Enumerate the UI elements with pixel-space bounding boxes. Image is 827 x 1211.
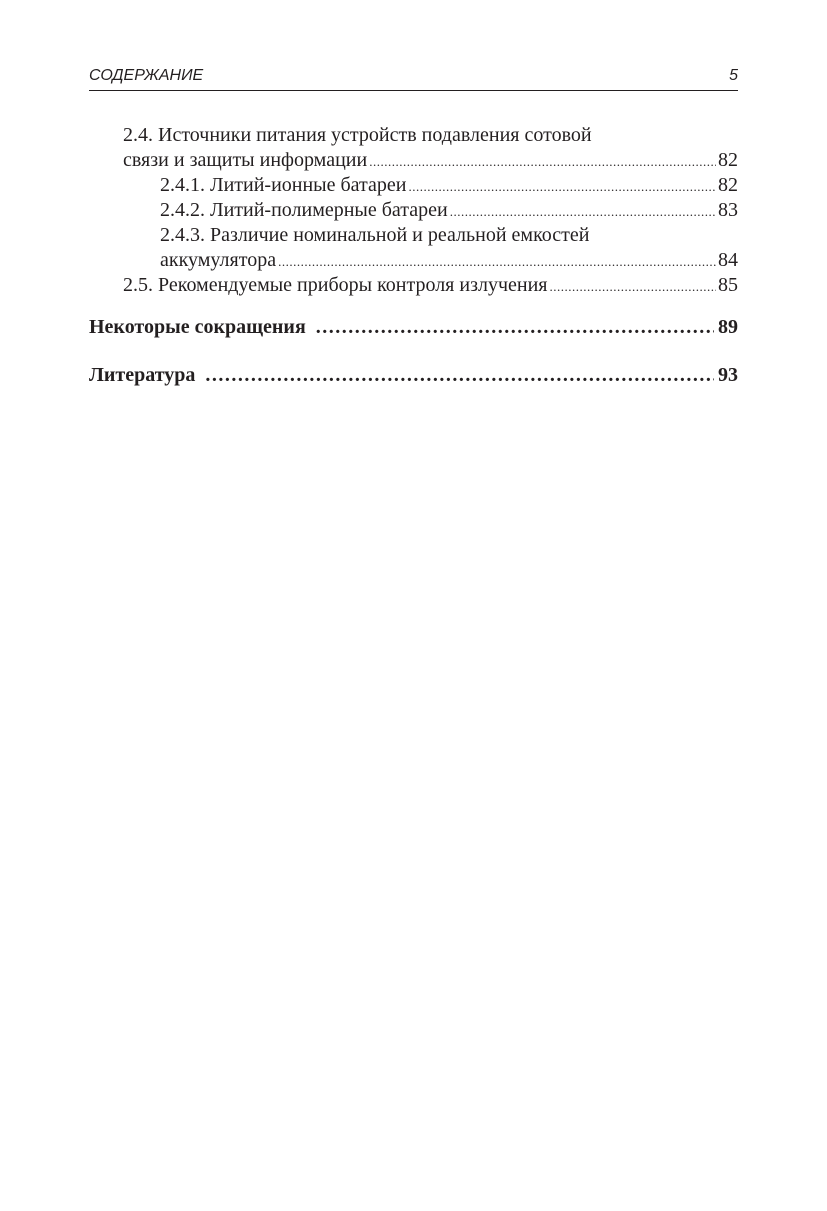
toc-entry-line [160,248,738,273]
toc-entry-title: Некоторые сокращения [89,316,306,338]
toc-page-number: 82 [718,149,738,171]
toc-entry-line [160,173,738,198]
toc-entry-literature[interactable] [89,363,738,388]
toc-entry-title-cont: аккумулятора [160,249,277,271]
running-head-title: СОДЕРЖАНИЕ [89,67,204,84]
toc-entry-title-cont: связи и защиты информации [123,149,368,171]
toc-page-number: 93 [718,364,738,386]
toc-entry-2-4-3[interactable] [89,223,738,273]
dot-leader [550,280,716,293]
toc-entry-title: 2.4.2. Литий-полимерные батареи [160,199,448,221]
dot-leader [205,365,714,385]
toc-entry-title: Литература [89,364,196,386]
running-head-page-number: 5 [729,67,738,84]
toc-entry-line [123,273,738,298]
toc-page-number: 83 [718,199,738,221]
toc-entry-2-4-2[interactable] [89,198,738,223]
toc-entry-line [123,148,738,173]
dot-leader [278,255,716,268]
toc-entry-line [89,315,738,340]
toc-page-number: 85 [718,274,738,296]
table-of-contents [89,123,738,388]
toc-entry-line [123,123,738,148]
dot-leader [450,205,716,218]
toc-entry-abbreviations[interactable] [89,315,738,340]
toc-entry-title: 2.5. Рекомендуемые приборы контроля излучения [123,274,548,296]
running-head [89,64,738,91]
toc-entry-title: 2.4.3. Различие номинальной и реальной емкостей [160,224,590,246]
toc-entry-line [89,363,738,388]
toc-page-number: 89 [718,316,738,338]
dot-leader [369,155,716,168]
book-page [89,64,738,388]
dot-leader [316,317,714,337]
toc-entry-title: 2.4. Источники питания устройств подавления сотовой [123,124,592,146]
toc-entry-2-4[interactable] [89,123,738,173]
toc-entry-line [160,223,738,248]
toc-entry-2-5[interactable] [89,273,738,298]
toc-page-number: 84 [718,249,738,271]
toc-page-number: 82 [718,174,738,196]
dot-leader [408,180,716,193]
toc-entry-title: 2.4.1. Литий-ионные батареи [160,174,407,196]
toc-entry-2-4-1[interactable] [89,173,738,198]
toc-entry-line [160,198,738,223]
